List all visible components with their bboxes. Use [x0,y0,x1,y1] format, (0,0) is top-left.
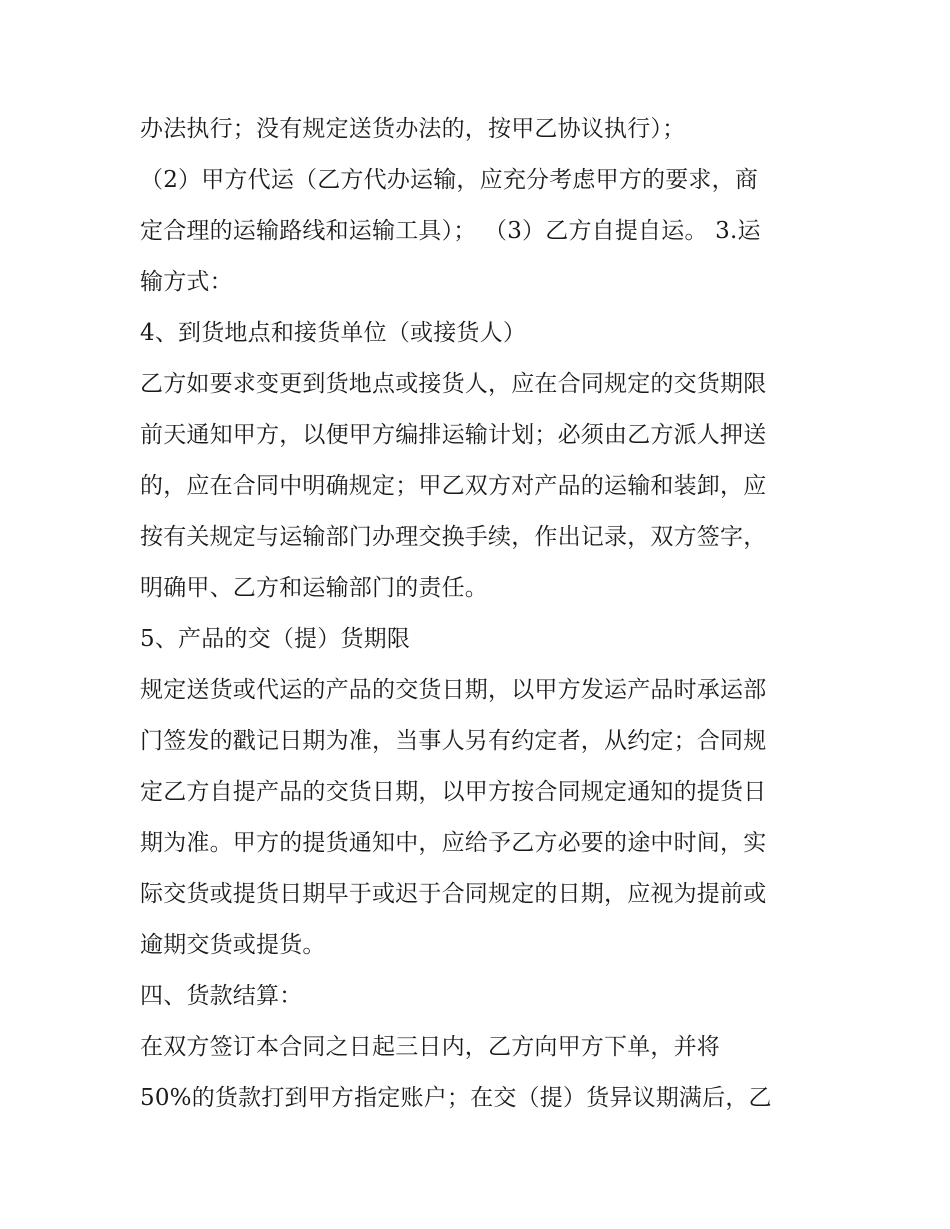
section-heading: 4、到货地点和接货单位（或接货人） [140,320,527,346]
text-line: 逾期交货或提货。 [140,932,326,958]
text-line: 门签发的戳记日期为准，当事人另有约定者，从约定；合同规 [140,728,767,754]
section-heading: 5、产品的交（提）货期限 [140,626,411,652]
text-line: 定乙方自提产品的交货日期，以甲方按合同规定通知的提货日 [140,779,767,805]
text-line: 规定送货或代运的产品的交货日期，以甲方发运产品时承运部 [140,677,767,703]
text-line: 的，应在合同中明确规定；甲乙双方对产品的运输和装卸，应 [140,473,767,499]
text-line: 在双方签订本合同之日起三日内，乙方向甲方下单，并将 [140,1034,720,1060]
text-line: 办法执行；没有规定送货办法的，按甲乙协议执行）； [140,116,686,142]
text-line: 定合理的运输路线和运输工具）； （3）乙方自提自运。 3.运 [140,218,761,244]
text-line: 输方式： [140,269,233,295]
text-line: 乙方如要求变更到货地点或接货人，应在合同规定的交货期限 [140,371,767,397]
text-line: 际交货或提货日期早于或迟于合同规定的日期，应视为提前或 [140,881,767,907]
text-line: 50%的货款打到甲方指定账户；在交（提）货异议期满后，乙 [140,1085,772,1111]
section-heading: 四、货款结算： [140,983,303,1009]
text-line: （2）甲方代运（乙方代办运输，应充分考虑甲方的要求，商 [140,167,759,193]
text-line: 按有关规定与运输部门办理交换手续，作出记录，双方签字， [140,524,767,550]
text-line: 前天通知甲方，以便甲方编排运输计划；必须由乙方派人押送 [140,422,767,448]
text-line: 期为准。甲方的提货通知中，应给予乙方必要的途中时间，实 [140,830,767,856]
text-line: 明确甲、乙方和运输部门的责任。 [140,575,488,601]
